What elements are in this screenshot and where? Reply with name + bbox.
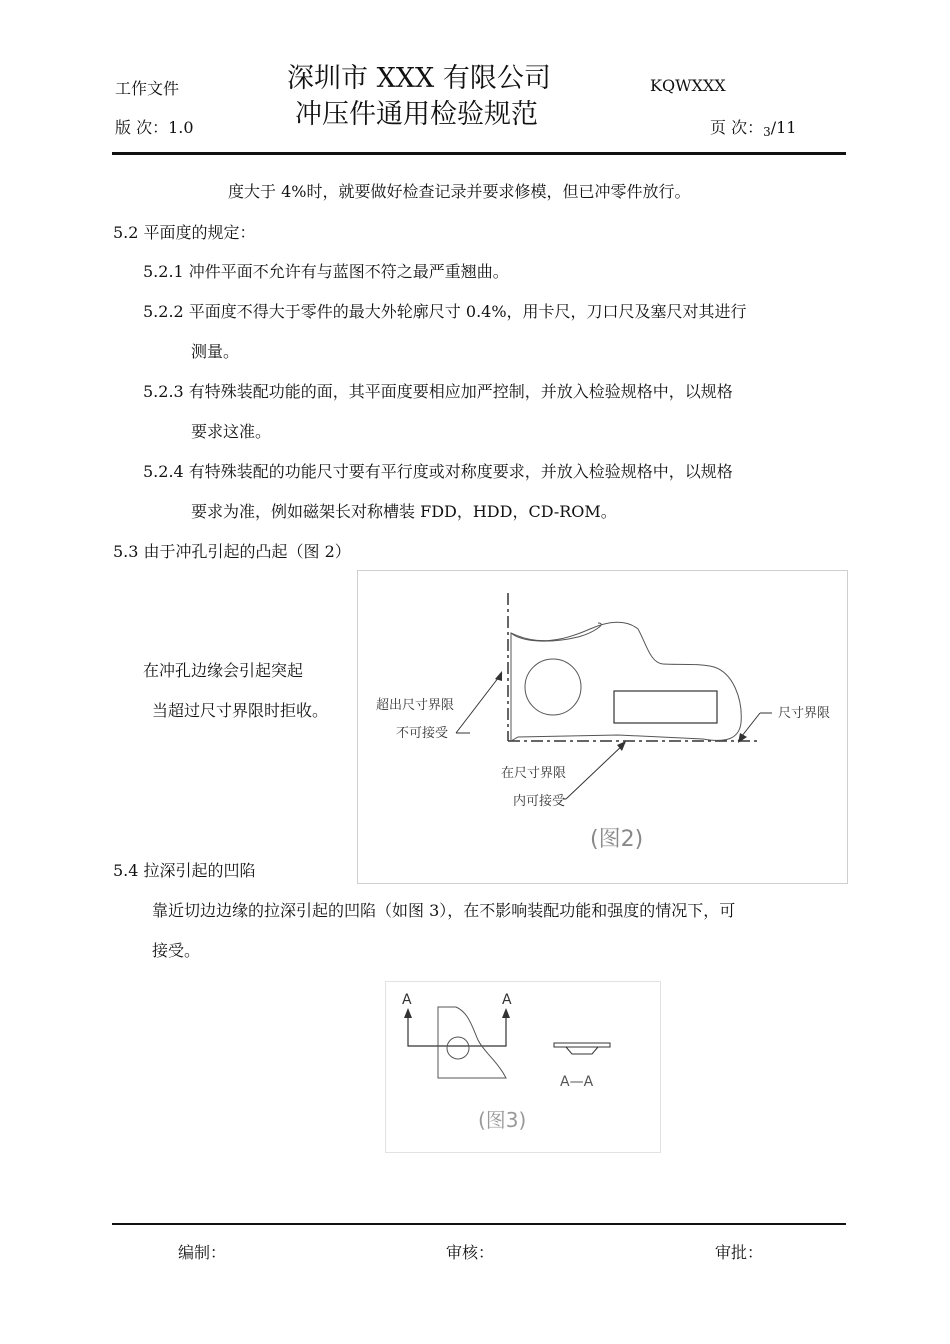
header-rule [112,152,846,155]
prepared-by: 编制： [178,1243,227,1262]
label-section: A—A [560,1074,594,1090]
figure-2-caption: (图2) [590,827,644,852]
exceed-leader [456,673,502,733]
footer-rule [112,1223,846,1225]
clause-5-2-1: 5.2.1 冲件平面不允许有与蓝图不符之最严重翘曲。 [143,262,509,281]
section-5-2-title: 5.2 平面度的规定： [113,223,256,242]
clause-5-2-4: 5.2.4 有特殊装配的功能尺寸要有平行度或对称度要求，并放入检验规格中，以规格 [143,462,733,481]
label-exceed-1: 超出尺寸界限 [376,698,455,713]
section-5-4-paragraph: 靠近切边边缘的拉深引起的凹陷（如图 3），在不影响装配功能和强度的情况下，可 [152,901,736,920]
cross-section-dimple [566,1047,598,1054]
page-number [710,115,796,138]
section-5-3-note-2: 当超过尺寸界限时拒收。 [152,701,329,720]
figure-2 [357,570,848,884]
figure-2-drawing [358,571,847,883]
label-a-left: A [402,992,412,1008]
exceed-arrowhead [495,671,502,681]
label-within-2: 内可接受 [513,794,566,809]
arrow-right [502,1008,510,1018]
label-within-1: 在尺寸界限 [501,766,567,781]
figure-3 [385,981,661,1153]
drawn-dimple [447,1037,469,1059]
label-a-right: A [502,992,512,1008]
doc-code: KQWXXX [650,76,726,95]
page-label: 页 次： [710,118,764,137]
arrow-left [404,1008,412,1018]
document-title: 冲压件通用检验规范 [295,99,538,130]
within-leader [566,743,625,799]
clause-5-2-3-cont: 要求这准。 [191,422,272,441]
section-5-4-paragraph-cont: 接受。 [152,941,201,960]
continued-paragraph: 度大于 4%时，就要做好检查记录并要求修模，但已冲零件放行。 [228,182,691,201]
cross-section-plate [554,1043,610,1047]
section-line [408,1014,506,1046]
page-total: /11 [770,118,797,137]
clause-5-2-2: 5.2.2 平面度不得大于零件的最大外轮廓尺寸 0.4%，用卡尺，刀口尺及塞尺对其进行 [143,302,747,321]
doc-type: 工作文件 [115,79,180,98]
clause-5-2-2-cont: 测量。 [191,342,240,361]
clause-5-2-4-cont: 要求为准，例如磁架长对称槽装 FDD，HDD，CD-ROM。 [191,502,617,521]
figure-3-caption: (图3) [478,1108,527,1132]
version-label: 版 次：1.0 [115,118,194,137]
clause-5-2-3: 5.2.3 有特殊装配功能的面，其平面度要相应加严控制，并放入检验规格中，以规格 [143,382,733,401]
section-5-4-title: 5.4 拉深引起的凹陷 [113,861,256,880]
figure-3-drawing [386,982,660,1152]
section-5-3-note-1: 在冲孔边缘会引起突起 [143,661,304,680]
page-current: 3 [763,125,771,139]
label-exceed-2: 不可接受 [396,726,449,741]
reviewed-by: 审核： [446,1243,495,1262]
approved-by: 审批： [715,1243,764,1262]
rectangular-slot [614,691,717,723]
company-name: 深圳市 XXX 有限公司 [287,63,551,94]
punched-hole [525,659,581,715]
label-limit: 尺寸界限 [778,706,831,721]
section-5-3-title: 5.3 由于冲孔引起的凸起（图 2） [113,542,351,561]
